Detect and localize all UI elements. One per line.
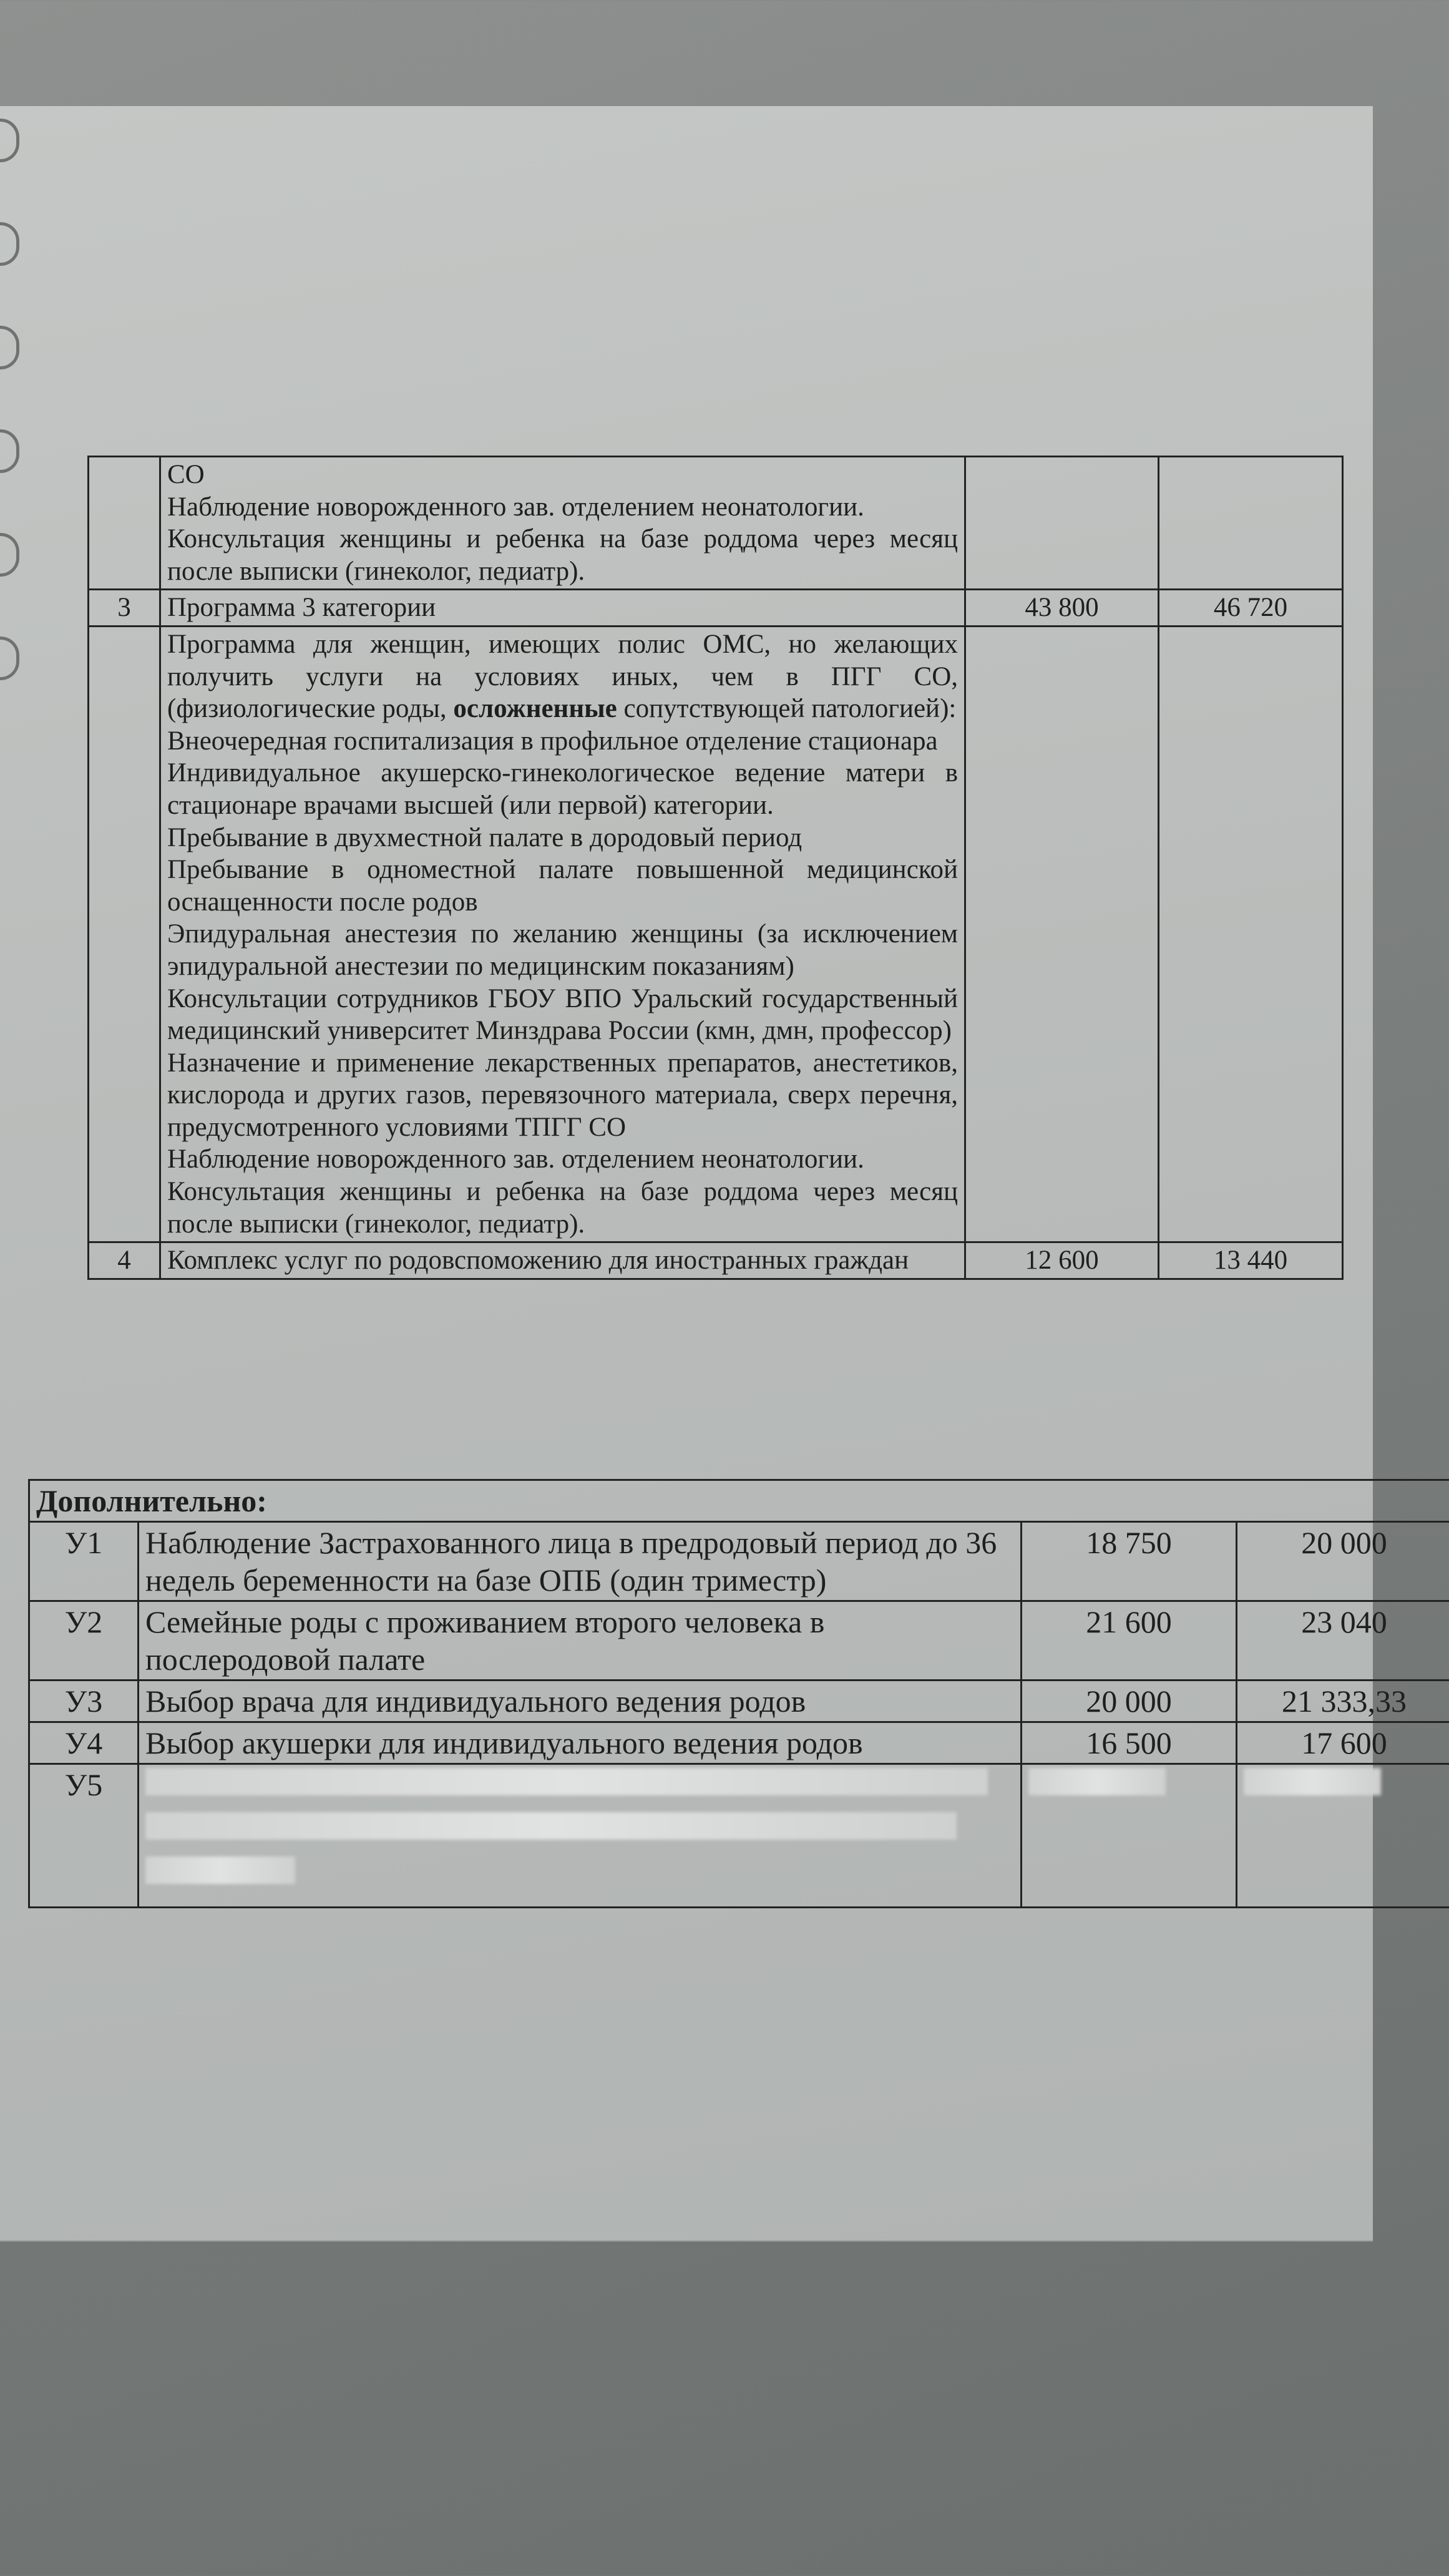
additional-services-table — [28, 1479, 1449, 1908]
table-row — [29, 1764, 1449, 1908]
description-line: Консультация женщины и ребенка на базе роддома через месяц после выписки (гинеколог, педиатр). — [167, 1177, 958, 1239]
description-line: Пребывание в одноместной палате повышенной медицинской оснащенности после родов — [167, 855, 958, 917]
table-row — [29, 1722, 1449, 1764]
row-number — [89, 457, 160, 590]
price-cell: 12 600 — [965, 1242, 1159, 1279]
redacted-description — [139, 1764, 1022, 1908]
price-cell: 23 040 — [1237, 1601, 1449, 1681]
description-line: Наблюдение новорожденного зав. отделением неонатологии. — [167, 492, 864, 522]
redaction-mark — [1028, 1768, 1166, 1795]
section-heading — [29, 1480, 1449, 1522]
service-description: Выбор врача для индивидуального ведения родов — [139, 1681, 1022, 1722]
price-cell: 21 333,33 — [1237, 1681, 1449, 1722]
service-code: У2 — [29, 1601, 139, 1681]
price-cell: 21 600 — [1022, 1601, 1237, 1681]
table-row — [89, 590, 1343, 627]
table-row — [29, 1480, 1449, 1522]
price-cell: 20 000 — [1022, 1681, 1237, 1722]
description-line: Внеочередная госпитализация в профильное отделение стационара — [167, 726, 938, 756]
price-cell: 16 500 — [1022, 1722, 1237, 1764]
program-intro — [167, 628, 958, 725]
program-title: Комплекс услуг по родовспоможению для иностранных граждан — [160, 1242, 965, 1279]
description-line: Назначение и применение лекарственных препаратов, анестетиков, кислорода и других газов, перевязочного материала, сверх перечня, предусмотренного условиями ТПГГ СО — [167, 1048, 958, 1142]
price-cell: 46 720 — [1159, 590, 1343, 627]
description-line: Пребывание в двухместной палате в дородовый период — [167, 822, 803, 852]
price-cell — [1159, 626, 1343, 1242]
price-cell — [965, 457, 1159, 590]
description-line: Консультация женщины и ребенка на базе роддома через месяц после выписки (гинеколог, педиатр). — [167, 524, 958, 586]
services-price-table — [87, 456, 1344, 1280]
table-row — [89, 1242, 1343, 1279]
description-line: СО — [167, 460, 205, 489]
row-number — [89, 626, 160, 1242]
price-cell — [1022, 1764, 1237, 1908]
intro-text: сопутствующей патологией): — [617, 694, 957, 724]
price-cell: 43 800 — [965, 590, 1159, 627]
redaction-mark — [145, 1856, 295, 1884]
service-code: У5 — [29, 1764, 139, 1908]
price-cell: 18 750 — [1022, 1522, 1237, 1601]
table-row — [29, 1681, 1449, 1722]
intro-bold-text: осложненные — [453, 694, 617, 724]
price-cell — [1237, 1764, 1449, 1908]
service-code: У3 — [29, 1681, 139, 1722]
service-description: Наблюдение Застрахованного лица в предродовый период до 36 недель беременности на базе ОПБ (один триместр) — [139, 1522, 1022, 1601]
spiral-binding — [0, 119, 31, 680]
section-heading-text: Дополнительно: — [36, 1483, 267, 1518]
price-cell — [1159, 457, 1343, 590]
program-description — [160, 626, 965, 1242]
table-row — [89, 626, 1343, 1242]
price-cell — [965, 626, 1159, 1242]
service-code: У1 — [29, 1522, 139, 1601]
description-line: Эпидуральная анестезия по желанию женщины (за исключением эпидуральной анестезии по медицинским показаниям) — [167, 919, 958, 981]
price-cell: 20 000 — [1237, 1522, 1449, 1601]
intro-text: Программа для женщин, имеющих полис ОМС, но желающих получить услуги на условиях иных, чем в ПГГ СО, (физиологические роды, — [167, 629, 958, 724]
table-row — [29, 1522, 1449, 1601]
row-number: 3 — [89, 590, 160, 627]
description-line: Консультации сотрудников ГБОУ ВПО Уральский государственный медицинский университет Минздрава России (кмн, дмн, профессор) — [167, 983, 958, 1046]
description-line: Наблюдение новорожденного зав. отделением неонатологии. — [167, 1144, 864, 1174]
service-description: Выбор акушерки для индивидуального ведения родов — [139, 1722, 1022, 1764]
price-cell: 13 440 — [1159, 1242, 1343, 1279]
redaction-mark — [1244, 1768, 1381, 1795]
service-description — [160, 457, 965, 590]
redaction-mark — [145, 1812, 957, 1840]
table-row — [29, 1601, 1449, 1681]
description-line: Индивидуальное акушерско-гинекологическое ведение матери в стационаре врачами высшей (или первой) категории. — [167, 758, 958, 820]
row-number: 4 — [89, 1242, 160, 1279]
price-cell: 17 600 — [1237, 1722, 1449, 1764]
service-description: Семейные роды с проживанием второго человека в послеродовой палате — [139, 1601, 1022, 1681]
table-row — [89, 457, 1343, 590]
redaction-mark — [145, 1768, 988, 1795]
program-title: Программа 3 категории — [160, 590, 965, 627]
service-code: У4 — [29, 1722, 139, 1764]
